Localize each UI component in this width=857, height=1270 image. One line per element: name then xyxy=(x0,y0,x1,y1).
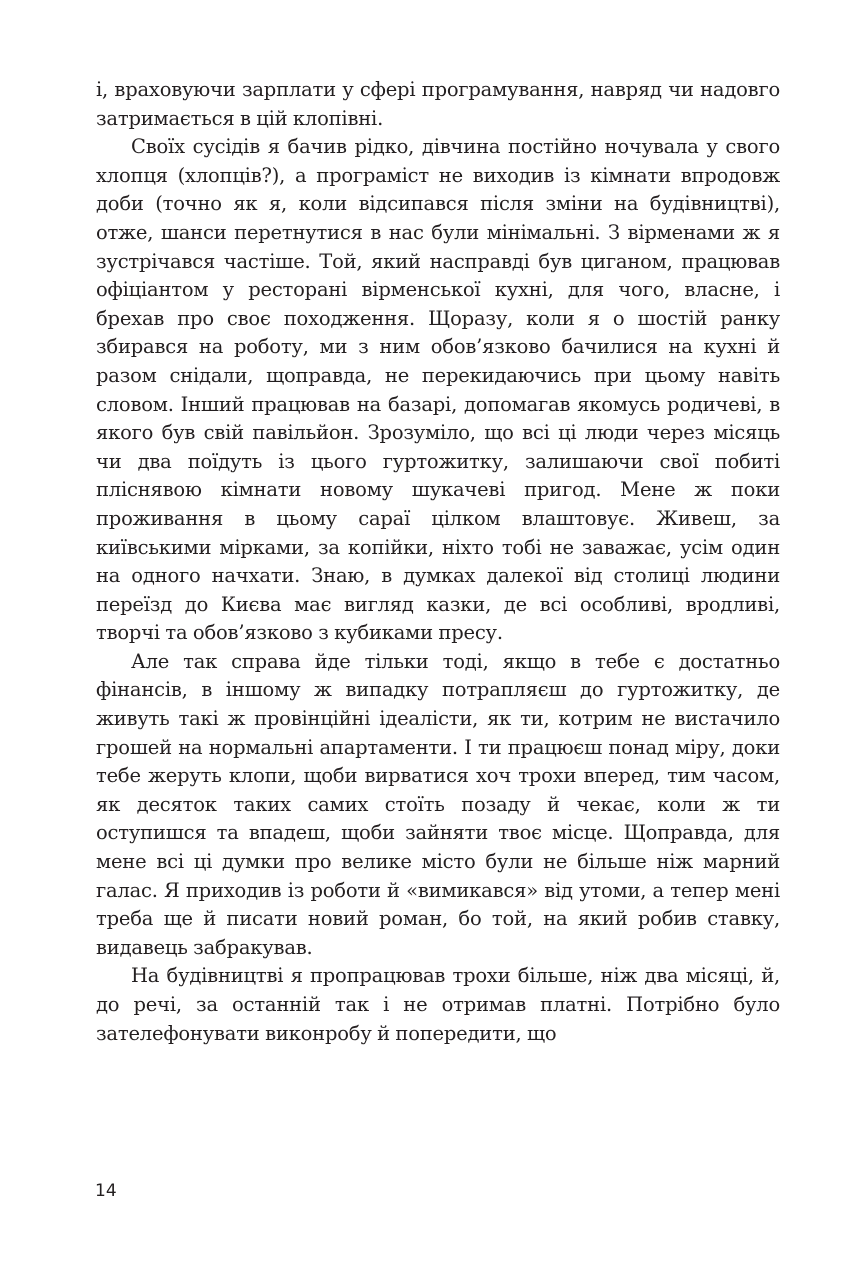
paragraph-neighbors: Своїх сусідів я бачив рідко, дівчина постійно ночувала у свого хлопця (хлопців?), а програміст не виходив із кімнати впродовж доби (точно як я, коли відсипався після зміни на будівництві), отже, шанси перетнутися в нас були мінімальні. З вірменами ж я зустрічався частіше. Той, який насправді був циганом, працював офіціантом у ресторані вірменської кухні, для чого, власне, і брехав про своє походження. Щоразу, коли я о шостій ранку збирався на роботу, ми з ним обов’язково бачилися на кухні й разом снідали, щоправда, не перекидаючись при цьому навіть словом. Інший працював на базарі, допомагав якомусь родичеві, в якого був свій павільйон. Зрозуміло, що всі ці люди через місяць чи два поїдуть із цього гуртожитку, залишаючи свої побиті пліснявою кімнати новому шукачеві пригод. Мене ж поки проживання в цьому сараї цілком влаштовує. Живеш, за київськими мірками, за копійки, ніхто тобі не заважає, усім один на одного начхати. Знаю, в думках далекої від столиці людини переїзд до Києва має вигляд казки, де всі особливі, вродливі, творчі та обов’язково з кубиками пресу. xyxy=(96,135,780,645)
book-page-body xyxy=(96,76,780,1048)
paragraph-construction: На будівництві я пропрацював трохи більше, ніж два місяці, й, до речі, за останній так і не отримав платні. Потрібно було зателефонувати виконробу й попередити, що xyxy=(96,964,780,1045)
paragraph-big-city: Але так справа йде тільки тоді, якщо в тебе є достатньо фінансів, в іншому ж випадку потрапляєш до гуртожитку, де живуть такі ж провінційні ідеалісти, як ти, котрим не вистачило грошей на нормальні апартаменти. І ти працюєш понад міру, доки тебе жеруть клопи, щоби вирватися хоч трохи вперед, тим часом, як десяток таких самих стоїть позаду й чекає, коли ж ти оступишся та впадеш, щоби зайняти твоє місце. Щоправда, для мене всі ці думки про велике місто були не більше ніж марний галас. Я приходив із роботи й «вимикався» від утоми, а тепер мені треба ще й писати новий роман, бо той, на який робив ставку, видавець забракував. xyxy=(96,649,780,959)
paragraph-continuation: і, враховуючи зарплати у сфері програмування, навряд чи надовго затримається в цій клопівні. xyxy=(96,78,780,130)
page-number: 14 xyxy=(95,1181,117,1201)
